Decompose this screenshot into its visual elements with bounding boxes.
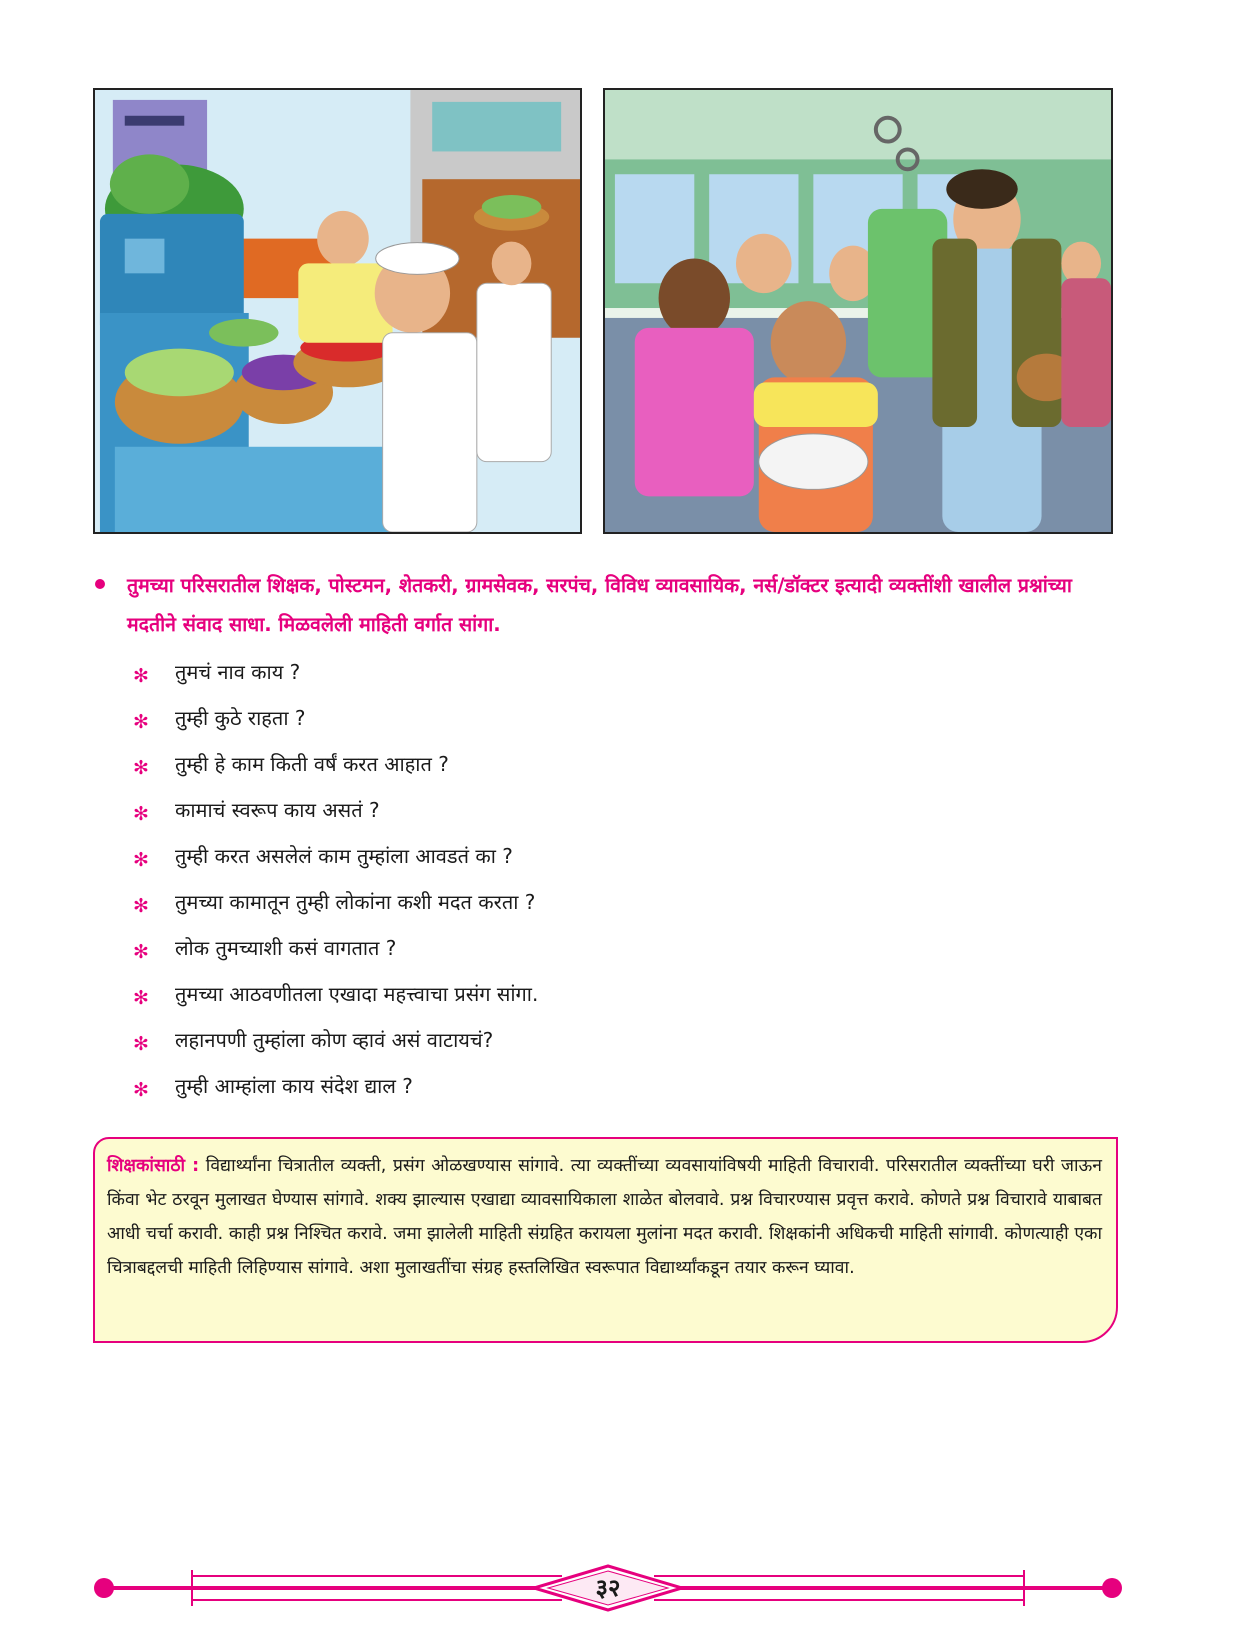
question-text: तुम्ही कुठे राहता ?: [175, 706, 306, 730]
page-footer: [92, 1564, 1124, 1612]
asterisk-bullet-icon: ✻: [133, 849, 149, 871]
question-item: [133, 654, 1118, 700]
activity-instruction: [93, 566, 1118, 644]
question-text: तुमचं नाव काय ?: [175, 660, 301, 684]
question-item: [133, 746, 1118, 792]
question-item: [133, 838, 1118, 884]
question-item: [133, 1022, 1118, 1068]
question-text: तुम्ही आम्हांला काय संदेश द्याल ?: [175, 1074, 413, 1098]
question-text: कामाचं स्वरूप काय असतं ?: [175, 798, 380, 822]
teacher-note-text: विद्यार्थ्यांना चित्रातील व्यक्ती, प्रसंग ओळखण्यास सांगावे. त्या व्यक्तींच्या व्यवसायांविषयी माहिती विचारावी. परिसरातील व्यक्तींच्या घरी जाऊन किंवा भेट ठरवून मुलाखत घेण्यास सांगावे. शक्य झाल्यास एखाद्या व्यावसायिकाला शाळेत बोलवावे. प्रश्न विचारण्यास प्रवृत्त करावे. कोणते प्रश्न विचारावे याबाबत आधी चर्चा करावी. काही प्रश्न निश्चित करावे. जमा झालेली माहिती संग्रहित करायला मुलांना मदत करावी. शिक्षकांनी अधिकची माहिती सांगावी. कोणत्याही एका चित्राबद्दलची माहिती लिहिण्यास सांगावे. अशा मुलाखतींचा संग्रह हस्तलिखित स्वरूपात विद्यार्थ्यांकडून तयार करून घ्यावा.: [107, 1156, 1103, 1278]
asterisk-bullet-icon: ✻: [133, 665, 149, 687]
asterisk-bullet-icon: ✻: [133, 1033, 149, 1055]
question-item: [133, 792, 1118, 838]
market-illustration: [93, 88, 582, 534]
question-text: तुमच्या आठवणीतला एखादा महत्त्वाचा प्रसंग सांगा.: [175, 982, 539, 1006]
asterisk-bullet-icon: ✻: [133, 987, 149, 1009]
asterisk-bullet-icon: ✻: [133, 1079, 149, 1101]
asterisk-bullet-icon: ✻: [133, 895, 149, 917]
question-item: [133, 700, 1118, 746]
page-number: ३२: [595, 1574, 621, 1602]
question-item: [133, 976, 1118, 1022]
question-text: तुम्ही करत असलेलं काम तुम्हांला आवडतं का ?: [175, 844, 513, 868]
instruction-text: तुमच्या परिसरातील शिक्षक, पोस्टमन, शेतकरी, ग्रामसेवक, सरपंच, विविध व्यावसायिक, नर्स/डॉक्टर इत्यादी व्यक्तींशी खालील प्रश्नांच्या मदतीने संवाद साधा. मिळवलेली माहिती वर्गात सांगा.: [127, 574, 1072, 636]
market-scene-image: [95, 90, 580, 532]
asterisk-bullet-icon: ✻: [133, 941, 149, 963]
teacher-note-label: शिक्षकांसाठी :: [107, 1156, 200, 1176]
asterisk-bullet-icon: ✻: [133, 711, 149, 733]
asterisk-bullet-icon: ✻: [133, 803, 149, 825]
question-item: [133, 930, 1118, 976]
question-item: [133, 884, 1118, 930]
asterisk-bullet-icon: ✻: [133, 757, 149, 779]
activity-section: [93, 566, 1118, 1114]
question-text: लहानपणी तुम्हांला कोण व्हावं असं वाटायचं?: [175, 1028, 494, 1052]
question-text: तुम्ही हे काम किती वर्षं करत आहात ?: [175, 752, 449, 776]
bus-scene-image: [605, 90, 1111, 532]
bus-illustration: [603, 88, 1113, 534]
question-list: [93, 654, 1118, 1114]
question-text: तुमच्या कामातून तुम्ही लोकांना कशी मदत करता ?: [175, 890, 536, 914]
question-item: [133, 1068, 1118, 1114]
bullet-dot-icon: [95, 579, 105, 589]
question-text: लोक तुमच्याशी कसं वागतात ?: [175, 936, 397, 960]
teacher-note-box: [93, 1137, 1118, 1343]
